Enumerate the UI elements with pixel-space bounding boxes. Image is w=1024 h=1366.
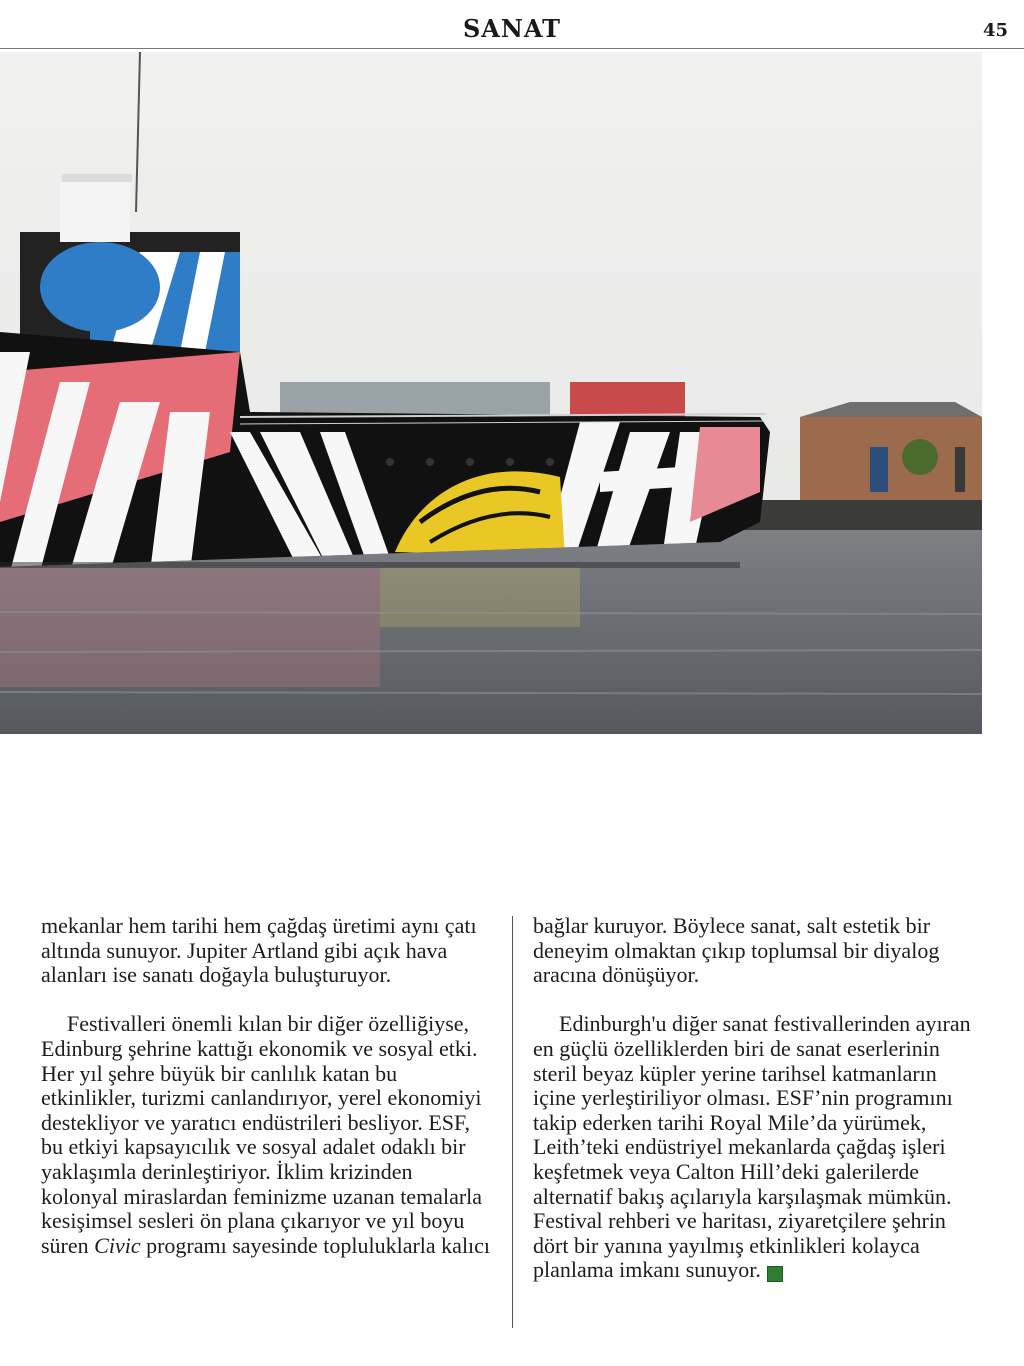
paragraph — [533, 1012, 983, 1283]
column-divider — [512, 916, 513, 1328]
paragraph-text: Edinburgh'u diğer sanat festivallerinden ayıran en güçlü özelliklerden biri de sanat eserlerinin steril beyaz küpler yerine tarihsel katmanların içine yerleştiriliyor olması. ESF’nin programını takip ederken tarihi Royal Mile’da yürümek, Leith’teki endüstriyel mekanlarda çağdaş işleri keşfetmek veya Calton Hill’deki galerilerde alternatif bakış açılarıyla karşılaşmak mümkün. Festival rehberi ve haritası, ziyaretçilere şehrin dört bir yanına yayılmış etkinlikleri kolayca planlama imkanı sunuyor. — [533, 1011, 971, 1283]
end-mark-icon: M — [767, 1266, 783, 1282]
italic-program-name: Civic — [94, 1232, 141, 1258]
page-number: 45 — [982, 20, 1008, 41]
paragraph: bağlar kuruyor. Böylece sanat, salt estetik bir deneyim olmaktan çıkıp toplumsal bir diyalog aracına dönüşüyor. — [533, 913, 940, 988]
section-title: SANAT — [462, 14, 562, 43]
article-column-left — [41, 914, 491, 1258]
paragraph-text: Festivalleri önemli kılan bir diğer özelliğiyse, Edinburg şehrine kattığı ekonomik ve sosyal etki. Her yıl şehre büyük bir canlılık katan bu etkinlikler, turizmi canlandırıyor, yerel ekonomiyi destekliyor ve yaratıcı endüstrileri besliyor. ESF, bu etkiyi kapsayıcılık ve sosyal adalet odaklı bir yaklaşımla derinleştiriyor. İklim krizinden kolonyal miraslardan feminizme uzanan temalarla kesişimsel sesleri ön plana çıkarıyor ve yıl boyu süren — [41, 1011, 483, 1258]
article-column-right — [533, 914, 983, 1283]
header-rule — [0, 48, 1024, 49]
paragraph: mekanlar hem tarihi hem çağdaş üretimi aynı çatı altında sunuyor. Jupiter Artland gibi açık hava alanları ise sanatı doğayla buluşturuyor. — [41, 913, 477, 988]
ship-photo — [0, 52, 982, 734]
paragraph — [41, 1012, 491, 1258]
paragraph-tail: programı sayesinde topluluklarla kalıcı — [140, 1232, 491, 1258]
page-header — [0, 0, 1024, 50]
